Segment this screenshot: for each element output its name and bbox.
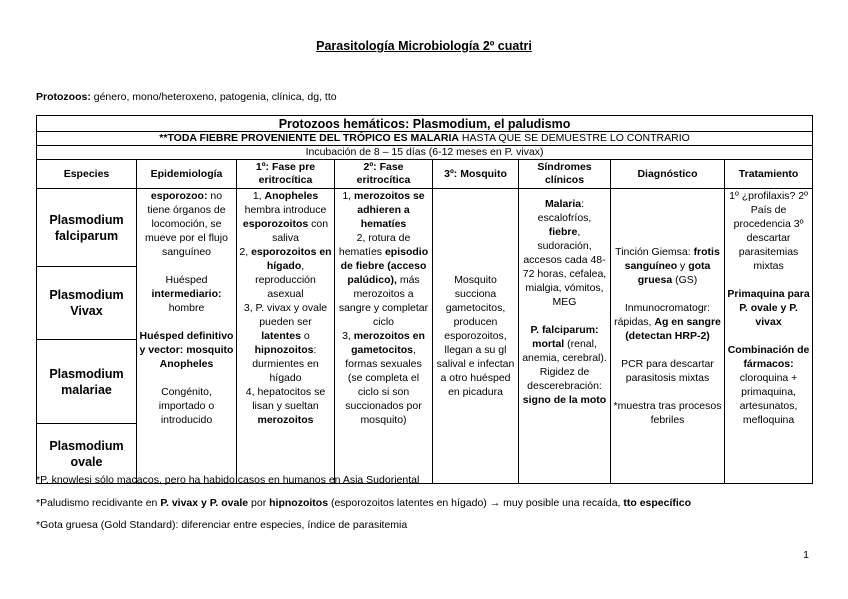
eri-2-text: más merozoitos a sangre y completar ciclo (338, 274, 429, 328)
sind-1-text2: , sudoración, accesos cada 48-72 horas, cefalea, mialgia, vómitos, MEG (522, 226, 607, 308)
tto-profilaxis: 1º ¿profilaxis? 2º País de procedencia 3º descartar parasitemias mixtas (729, 190, 808, 272)
col-fase-eritrocitica: 2º: Fase eritrocítica (335, 160, 433, 189)
diag-ag: Ag en sangre (detectan HRP-2) (625, 316, 721, 342)
sind-1-text: : escalofríos, (537, 198, 592, 224)
diag-y: y (677, 260, 689, 272)
intro-label: Protozoos: (36, 91, 91, 103)
epidemiologia-cell (137, 189, 237, 484)
col-especies: Especies (37, 160, 137, 189)
epi-huesped: Huésped (165, 274, 208, 286)
note-gota-gruesa: *Gota gruesa (Gold Standard): diferenciar entre especies, índice de parasitemia (36, 519, 408, 531)
sind-malaria: Malaria (544, 198, 582, 210)
epi-hombre: hombre (168, 302, 205, 314)
table-incubation: Incubación de 8 – 15 días (6-12 meses en P. vivax) (37, 146, 813, 160)
note2-c: por (248, 497, 270, 509)
pre-hipnozoitos: hipnozoitos (254, 344, 314, 356)
pre-2-text: , reproducción asexual (255, 260, 316, 300)
mosquito-cell: Mosquito succiona gametocitos, producen esporozoitos, llegan a su gl salival e infectan a otro huésped en picadura (433, 189, 519, 484)
pre-4: 4, hepatocitos se lisan y sueltan (245, 386, 326, 412)
sind-fiebre: fiebre (548, 226, 578, 238)
fase-pre-cell (237, 189, 335, 484)
fase-eritrocitica-cell (335, 189, 433, 484)
pre-2-bold: esporozoitos en hígado (251, 246, 332, 272)
eri-1: 1, (342, 190, 355, 202)
diag-pcr: PCR para descartar parasitosis mixtas (621, 358, 714, 384)
page-title: Parasitología Microbiología 2º cuatri (316, 39, 532, 53)
warning-bold: **TODA FIEBRE PROVENIENTE DEL TRÓPICO ES MALARIA (159, 132, 459, 144)
tratamiento-cell (725, 189, 813, 484)
diag-gs: (GS) (672, 274, 698, 286)
sind-falciparum: P. falciparum: mortal (530, 324, 599, 350)
table-heading: Protozoos hemáticos: Plasmodium, el paludismo (37, 116, 813, 132)
pre-3-text: o (300, 330, 310, 342)
note2-a: *Paludismo recidivante en (36, 497, 161, 509)
tto-farmacos: cloroquina + primaquina, artesunatos, mefloquina (739, 372, 798, 426)
col-epidemiologia: Epidemiología (137, 160, 237, 189)
pre-3: 3, P. vivax y ovale pueden ser (243, 302, 328, 328)
warning-rest: HASTA QUE SE DEMUESTRE LO CONTRARIO (458, 132, 690, 144)
eri-2: 2, rotura de hematíes (338, 232, 411, 258)
diag-inmuno: Inmunocromatogr: rápidas, (614, 302, 711, 328)
epi-esporozoo-text: no tiene órganos de locomoción, se mueve por el flujo sanguíneo (145, 190, 228, 258)
col-fase-pre: 1º: Fase pre eritrocítica (237, 160, 335, 189)
pre-2: 2, (239, 246, 252, 258)
pre-1-text: hembra introduce (244, 204, 327, 216)
diagnostico-cell (611, 189, 725, 484)
eri-1-bold: merozoitos se adhieren a hematíes (354, 190, 425, 230)
plasmodium-table (36, 115, 813, 484)
note2-d: hipnozoitos (269, 497, 329, 509)
table-warning (37, 132, 813, 146)
species-malariae: Plasmodium malariae (37, 340, 137, 424)
eri-3-bold: merozoitos en gametocitos (351, 330, 425, 356)
tto-combinacion: Combinación de fármacos: (727, 344, 810, 370)
col-diagnostico: Diagnóstico (611, 160, 725, 189)
note2-b: P. vivax y P. ovale (160, 497, 249, 509)
page-number: 1 (803, 549, 809, 561)
eri-2-bold: episodio de fiebre (acceso palúdico), (340, 246, 429, 286)
note2-e: (esporozoitos latentes en hígado) → muy posible una recaída, (328, 497, 624, 509)
eri-3: 3, (342, 330, 354, 342)
epi-esporozoo: esporozoo: (150, 190, 208, 202)
pre-1: 1, (252, 190, 265, 202)
pre-anopheles: Anopheles (264, 190, 319, 202)
note-knowlesi: *P. knowlesi sólo macacos, pero ha habido casos en humanos en Asia Sudoriental (36, 474, 420, 486)
sindromes-cell (519, 189, 611, 484)
tto-primaquina: Primaquina para P. ovale y P. vivax (727, 288, 810, 328)
pre-merozoitos: merozoitos (257, 414, 314, 426)
diag-frotis: frotis sanguíneo (624, 246, 720, 272)
pre-latentes: latentes (261, 330, 301, 342)
note-recidivante (36, 497, 691, 509)
diag-muestra: *muestra tras procesos febriles (613, 400, 722, 426)
sind-2-text: (renal, anemia, cerebral). Rigidez de descerebración: (522, 338, 607, 392)
col-mosquito: 3º: Mosquito (433, 160, 519, 189)
diag-giemsa: Tinción Giemsa: (615, 246, 694, 258)
pre-1-text2: con saliva (272, 218, 329, 244)
sind-moto: signo de la moto (522, 394, 607, 406)
pre-3-text2: : durmientes en hígado (252, 344, 319, 384)
intro-text: género, mono/heteroxeno, patogenia, clínica, dg, tto (90, 91, 337, 103)
epi-intermediario: intermediario: (151, 288, 222, 300)
diag-gota: gota gruesa (637, 260, 711, 286)
col-sindromes: Síndromes clínicos (519, 160, 611, 189)
col-tratamiento: Tratamiento (725, 160, 813, 189)
intro-line (36, 91, 337, 103)
pre-esporozoitos: esporozoitos (242, 218, 309, 230)
species-ovale: Plasmodium ovale (37, 424, 137, 484)
note2-f: tto específico (623, 497, 692, 509)
species-vivax: Plasmodium Vivax (37, 267, 137, 340)
eri-3-text: , formas sexuales (se completa el ciclo si son succionados por mosquito) (345, 344, 422, 426)
epi-congenito: Congénito, importado o introducido (158, 386, 215, 426)
epi-definitivo: Huésped definitivo y vector: mosquito Anopheles (139, 330, 234, 370)
species-falciparum: Plasmodium falciparum (37, 189, 137, 267)
